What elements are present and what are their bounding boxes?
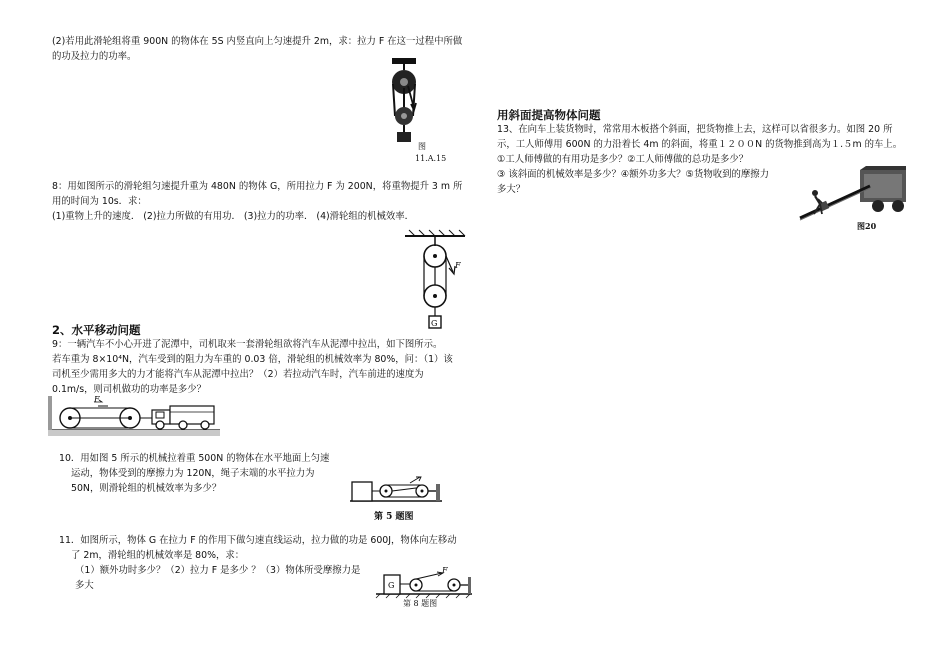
text-line: ③ 该斜面的机械效率是多少？④额外功多大？⑤货物收到的摩擦力	[497, 169, 769, 180]
text-line: 0.1m/s，则司机做功的功率是多少？	[52, 384, 206, 395]
text-line: 8：用如图所示的滑轮组匀速提升重为 480N 的物体 G，所用拉力 F 为 200N，将重物提升 3 m 所	[52, 181, 463, 192]
text-line: 11．如图所示，物体 G 在拉力 F 的作用下做匀速直线运动，拉力做的功是 600J，物体向左移动	[59, 535, 457, 546]
text-line: 50N，则滑轮组的机械效率为多少？	[71, 483, 222, 494]
horizontal-pulley-figure-5	[350, 474, 442, 504]
text-line: 若车重为 8×10⁴N，汽车受到的阻力为车重的 0.03 倍，滑轮组的机械效率为 80%，问：（1）该	[52, 354, 453, 365]
question-10	[59, 451, 329, 496]
force-label: F	[455, 261, 461, 270]
figure-caption-11a15: 图 11.A.15	[415, 142, 447, 163]
text-line: 10．用如图 5 所示的机械拉着重 500N 的物体在水平地面上匀速	[59, 453, 330, 464]
text-line: 的功及拉力的功率。	[52, 51, 137, 62]
pulley-figure-q8	[405, 230, 467, 330]
question-9	[52, 337, 453, 397]
text-line: （1）额外功时多少？（2）拉力 F 是多少 ？（3）物体所受摩擦力是	[75, 565, 361, 576]
text-line: 9：一辆汽车不小心开进了泥潭中，司机取来一套滑轮组欲将汽车从泥潭中拉出，如下图所示。	[52, 339, 443, 350]
text-line: (1)重物上升的速度． (2)拉力所做的有用功． (3)拉力的功率． (4)滑轮组的机械效率．	[52, 211, 415, 222]
text-line: 运动，物体受到的摩擦力为 120N，绳子末端的水平拉力为	[71, 468, 315, 479]
text-line: 司机至少需用多大的力才能将汽车从泥潭中拉出？（2）若拉动汽车时，汽车前进的速度为	[52, 369, 424, 380]
text-line: 用的时间为 10s．求：	[52, 196, 147, 207]
horizontal-pulley-figure-8	[376, 567, 472, 599]
figure-caption-8: 第 8 题图	[403, 599, 438, 608]
incline-truck-figure-20	[800, 166, 908, 222]
figure-caption-20: 图20	[857, 221, 877, 231]
block-label: G	[388, 581, 395, 590]
text-line: ①工人师傅做的有用功是多少？②工人师傅做的总功是多少？	[497, 154, 749, 165]
truck-pulley-figure	[48, 394, 220, 438]
text-line: 多大	[75, 580, 94, 591]
text-line: 示，工人师傅用 600N 的力沿着长 4m 的斜面，将重１２００N 的货物推到高为１.５m 的车上。	[497, 139, 903, 150]
question-8	[52, 179, 462, 224]
text-line: 13、在向车上装货物时，常常用木板搭个斜面，把货物推上去，这样可以省很多力。如图 20 所	[497, 124, 893, 135]
weight-label: G	[431, 319, 438, 328]
text-line: 多大？	[497, 184, 526, 195]
force-label: F	[94, 395, 100, 404]
text-line: (2)若用此滑轮组将重 900N 的物体在 5S 内竖直向上匀速提升 2m，求：拉力 F 在这一过程中所做	[52, 36, 463, 47]
section-title-incline: 用斜面提高物体问题	[497, 108, 601, 122]
text-line: 了 2m，滑轮组的机械效率是 80%，求：	[71, 550, 245, 561]
force-label: F	[442, 566, 448, 575]
figure-caption-5: 第 5 题图	[374, 512, 414, 522]
section-title-horizontal: 2、水平移动问题	[52, 323, 141, 337]
